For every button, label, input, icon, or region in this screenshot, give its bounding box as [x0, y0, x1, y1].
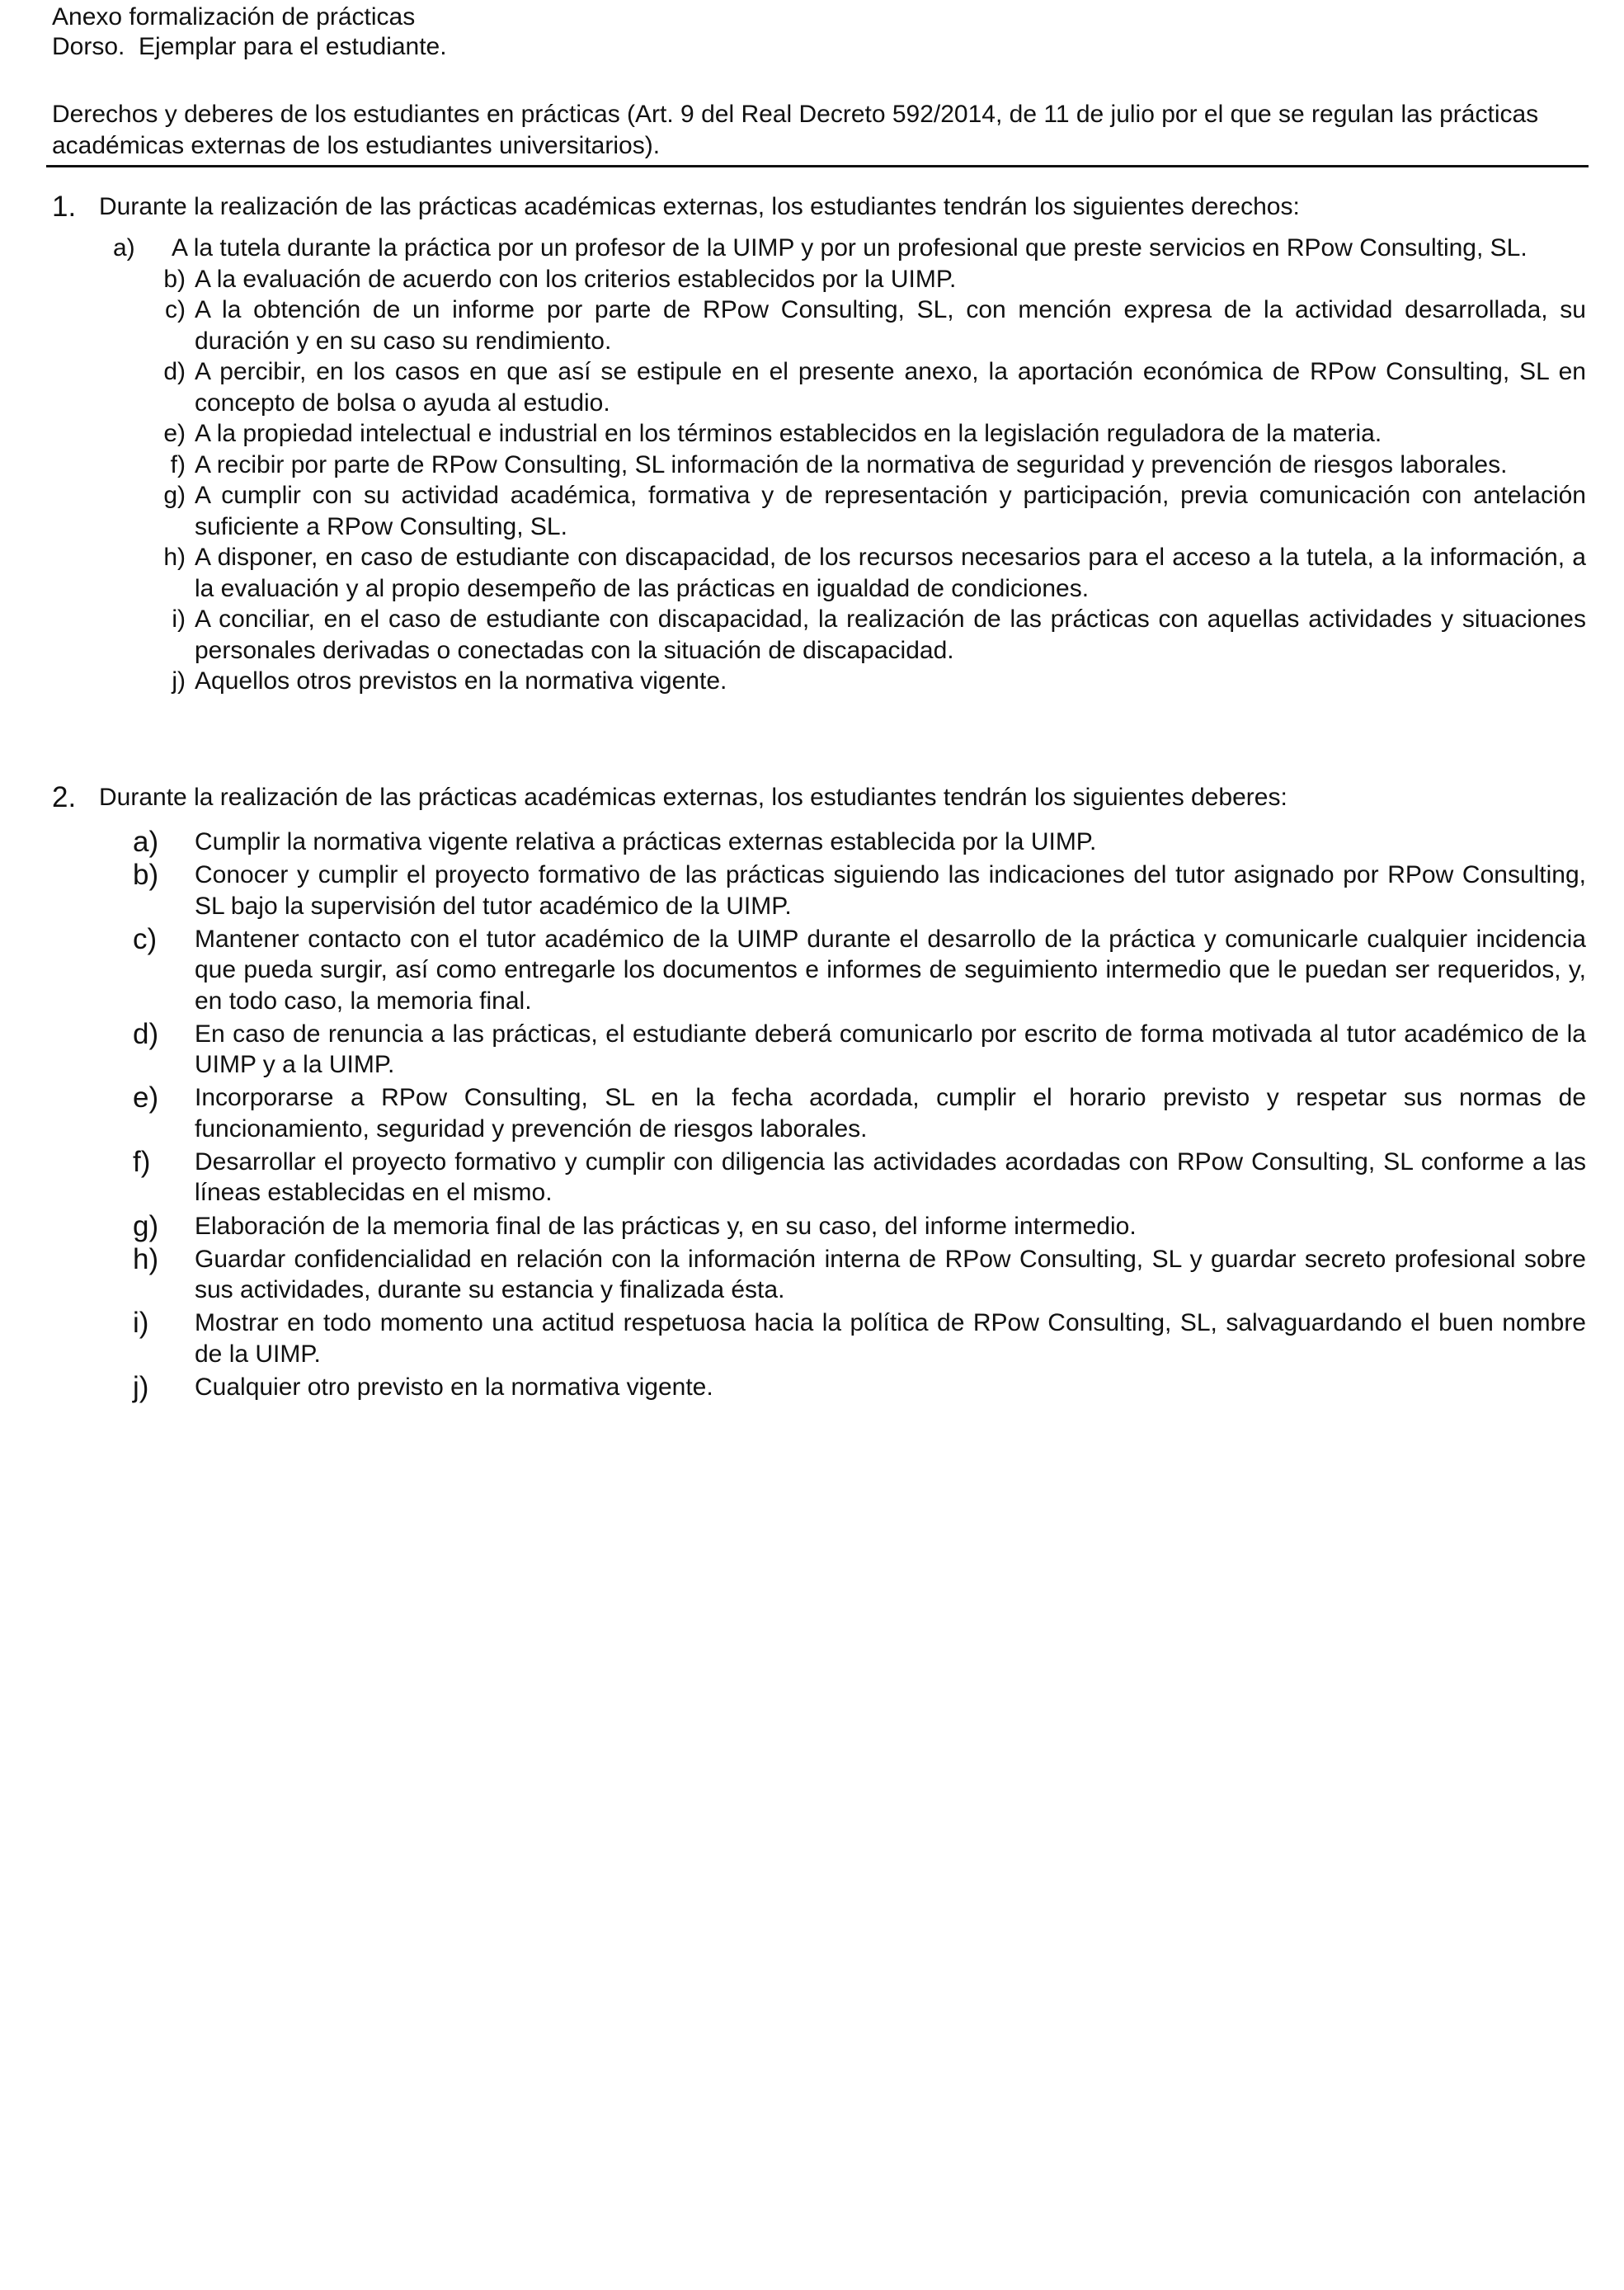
section-1-number: 1. [52, 191, 77, 223]
item-letter: g) [163, 482, 186, 509]
list-item [52, 356, 1589, 418]
item-letter: e) [163, 420, 186, 447]
item-letter: i) [172, 605, 186, 633]
intro-paragraph: Derechos y deberes de los estudiantes en prácticas (Art. 9 del Real Decreto 592/2014, de 11 de julio por el que se regulan las prácticas académicas externas de los estudiantes universitarios). [52, 101, 1539, 159]
duties-list [52, 827, 1589, 1405]
item-letter: a) [113, 234, 135, 262]
item-letter: i) [133, 1307, 149, 1340]
item-text: Mantener contacto con el tutor académico de la UIMP durante el desarrollo de la práctica y comunicarle cualquier incidencia que pueda surgir, así como entregarle los documentos e informes de seguimiento intermedio que le puedan ser requeridos, y, en todo caso, la memoria final. [195, 925, 1586, 1015]
list-item [52, 233, 1589, 264]
item-letter: h) [163, 544, 186, 571]
item-letter: a) [133, 826, 159, 858]
item-text: Aquellos otros previstos en la normativa vigente. [195, 667, 727, 695]
item-letter: c) [133, 922, 158, 955]
section-1-title: Durante la realización de las prácticas académicas externas, los estudiantes tendrán los siguientes derechos: [99, 193, 1300, 220]
section-2-title: Durante la realización de las prácticas académicas externas, los estudiantes tendrán los siguientes deberes: [99, 784, 1287, 811]
list-item [52, 1019, 1589, 1081]
item-text: Incorporarse a RPow Consulting, SL en la fecha acordada, cumplir el horario previsto y respetar sus normas de funcionamiento, seguridad y prevención de riesgos laborales. [195, 1084, 1586, 1143]
item-letter: j) [133, 1370, 149, 1403]
item-letter: c) [165, 296, 186, 323]
item-letter: f) [133, 1145, 151, 1178]
item-text: Mostrar en todo momento una actitud respetuosa hacia la política de RPow Consulting, SL, salvaguardando el buen nombre de la UIMP. [195, 1309, 1586, 1368]
list-item [52, 1147, 1589, 1209]
list-item [52, 450, 1589, 481]
list-item [52, 264, 1589, 295]
document-header-subtitle: Dorso. Ejemplar para el estudiante. [52, 33, 447, 60]
section-2-number: 2. [52, 781, 77, 813]
item-text: Cumplir la normativa vigente relativa a prácticas externas establecida por la UIMP. [195, 828, 1097, 855]
item-letter: f) [170, 450, 186, 478]
item-text: A disponer, en caso de estudiante con discapacidad, de los recursos necesarios para el acceso a la tutela, a la información, a la evaluación y al propio desempeño de las prácticas en igualdad de condiciones. [195, 544, 1586, 602]
item-text: Elaboración de la memoria final de las prácticas y, en su caso, del informe intermedio. [195, 1212, 1137, 1240]
list-item [52, 827, 1589, 858]
document-header-title: Anexo formalización de prácticas [52, 3, 416, 31]
item-letter: d) [133, 1017, 159, 1050]
item-text: A recibir por parte de RPow Consulting, SL información de la normativa de seguridad y prevención de riesgos laborales. [195, 450, 1508, 478]
item-text: Guardar confidencialidad en relación con la información interna de RPow Consulting, SL y guardar secreto profesional sobre sus actividades, durante su estancia y finalizada ésta. [195, 1245, 1586, 1304]
item-text: A la propiedad intelectual e industrial en los términos establecidos en la legislación reguladora de la materia. [195, 420, 1382, 447]
list-item [52, 542, 1589, 604]
list-item [52, 1372, 1589, 1403]
item-letter: h) [133, 1242, 159, 1275]
item-text: A la obtención de un informe por parte de RPow Consulting, SL, con mención expresa de la actividad desarrollada, su duración y en su caso su rendimiento. [195, 296, 1586, 355]
item-letter: b) [163, 265, 186, 293]
item-letter: e) [133, 1081, 159, 1114]
rights-list [52, 233, 1589, 697]
item-text: A percibir, en los casos en que así se estipule en el presente anexo, la aportación económica de RPow Consulting, SL en concepto de bolsa o ayuda al estudio. [195, 358, 1586, 417]
item-text: En caso de renuncia a las prácticas, el estudiante deberá comunicarlo por escrito de forma motivada al tutor académico de la UIMP y a la UIMP. [195, 1020, 1586, 1079]
item-text: A la evaluación de acuerdo con los criterios establecidos por la UIMP. [195, 265, 957, 293]
item-letter: b) [133, 859, 159, 892]
list-item [52, 666, 1589, 697]
item-letter: g) [133, 1209, 159, 1242]
header-divider [46, 165, 1589, 167]
item-letter: j) [172, 667, 186, 695]
item-text: A conciliar, en el caso de estudiante con discapacidad, la realización de las prácticas con aquellas actividades y situaciones personales derivadas o conectadas con la situación de discapacidad. [195, 605, 1586, 664]
list-item [52, 1308, 1589, 1369]
item-text: A cumplir con su actividad académica, formativa y de representación y participación, previa comunicación con antelación suficiente a RPow Consulting, SL. [195, 482, 1586, 540]
list-item [52, 1082, 1589, 1144]
item-letter: d) [163, 358, 186, 385]
list-item [52, 860, 1589, 921]
list-item [52, 480, 1589, 542]
list-item [52, 1244, 1589, 1306]
item-text: A la tutela durante la práctica por un profesor de la UIMP y por un profesional que preste servicios en RPow Consulting, SL. [172, 234, 1528, 262]
list-item [52, 1211, 1589, 1242]
list-item [52, 604, 1589, 666]
item-text: Conocer y cumplir el proyecto formativo de las prácticas siguiendo las indicaciones del tutor asignado por RPow Consulting, SL bajo la supervisión del tutor académico de la UIMP. [195, 861, 1586, 920]
list-item [52, 294, 1589, 356]
list-item [52, 924, 1589, 1017]
item-text: Desarrollar el proyecto formativo y cumplir con diligencia las actividades acordadas con RPow Consulting, SL conforme a las líneas establecidas en el mismo. [195, 1147, 1586, 1207]
list-item [52, 418, 1589, 450]
item-text: Cualquier otro previsto en la normativa vigente. [195, 1373, 713, 1401]
